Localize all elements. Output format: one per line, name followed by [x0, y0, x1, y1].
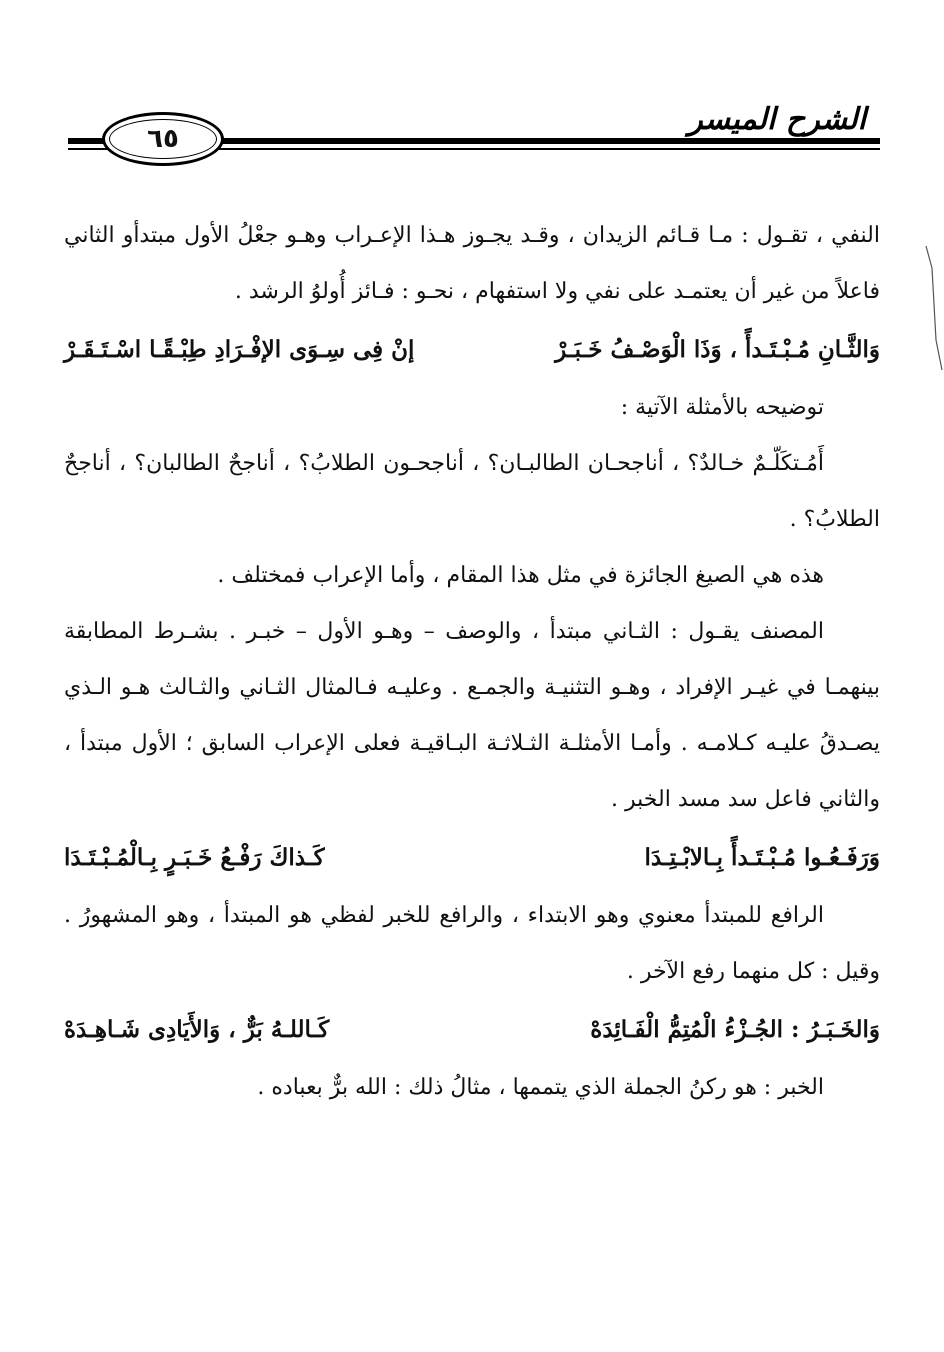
page-number: ٦٥	[147, 124, 179, 154]
page-content	[64, 208, 880, 1116]
verse-3-second-hemistich: كَـاللـهُ بَرٌّ ، وَالأَيَادِى شَـاهِـدَهْ	[64, 1016, 330, 1043]
verse-1	[64, 320, 880, 380]
paragraph-examples-intro: توضيحه بالأمثلة الآتية :	[620, 395, 824, 420]
paragraph-khabar: الخبر : هو ركنُ الجملة الذي يتممها ، مثالُ ذلك : الله برٌّ بعباده .	[257, 1075, 824, 1100]
verse-2-first-hemistich: وَرَفَـعُـوا مُـبْـتَـدأً بِـالابْـتِـدَا	[644, 844, 880, 871]
book-title: الشرح الميسر	[688, 102, 866, 137]
verse-3	[64, 1000, 880, 1060]
margin-bracket-mark	[922, 244, 944, 372]
paragraph-author-says: المصنف يقـول : الثـاني مبتدأ ، والوصف – وهـو الأول – خبـر . بشـرط المطابقة بينهمـا في غيـر الإفراد ، وهـو التثنيـة والجمـع . وعليـه فـالمثال الثـاني والثـالث هـو الـذي يصـدقُ عليـه كـلامـه . وأمـا الأمثلـة الثـلاثـة البـاقيـة فعلى الإعراب السابق ؛ الأول مبتدأ ، والثاني فاعل سد مسد الخبر .	[64, 619, 880, 812]
verse-3-first-hemistich: وَالخَـبَـرُ : الجُـزْءُ الْمُتِمُّ الْفَـائِدَهْ	[590, 1016, 880, 1043]
verse-1-first-hemistich: وَالثَّـانِ مُـبْـتَـدأً ، وَذَا الْوَصْـفُ خَـبَـرْ	[555, 336, 880, 363]
paragraph-rafi: الرافع للمبتدأ معنوي وهو الابتداء ، والرافع للخبر لفظي هو المبتدأ ، وهو المشهورُ . وقيل : كل منهما رفع الآخر .	[64, 903, 880, 984]
verse-2-second-hemistich: كَـذاكَ رَفْـعُ خَـبَـرٍ بِـالْمُـبْـتَـدَا	[64, 844, 325, 871]
verse-2	[64, 828, 880, 888]
page-header	[68, 96, 880, 176]
page-number-oval	[102, 112, 224, 166]
paragraph-examples: أَمُـتكَلّـمٌ خـالدٌ؟ ، أناجحـان الطالبـان؟ ، أناجحـون الطلابُ؟ ، أناجحٌ الطالبان؟ ، أناجحٌ الطلابُ؟ .	[64, 451, 880, 532]
paragraph-forms: هذه هي الصيغ الجائزة في مثل هذا المقام ، وأما الإعراب فمختلف .	[217, 563, 824, 588]
verse-1-second-hemistich: إنْ فِى سِـوَى الإفْـرَادِ طِبْـقًـا اسْـتَـقَـرْ	[64, 336, 415, 363]
paragraph-nafy: النفي ، تقـول : مـا قـائم الزيدان ، وقـد يجـوز هـذا الإعـراب وهـو جعْلُ الأول مبتدأو الثاني فاعلاً من غير أن يعتمـد على نفي ولا استفهام ، نحـو : فـائز أُولوُ الرشد .	[64, 223, 880, 304]
